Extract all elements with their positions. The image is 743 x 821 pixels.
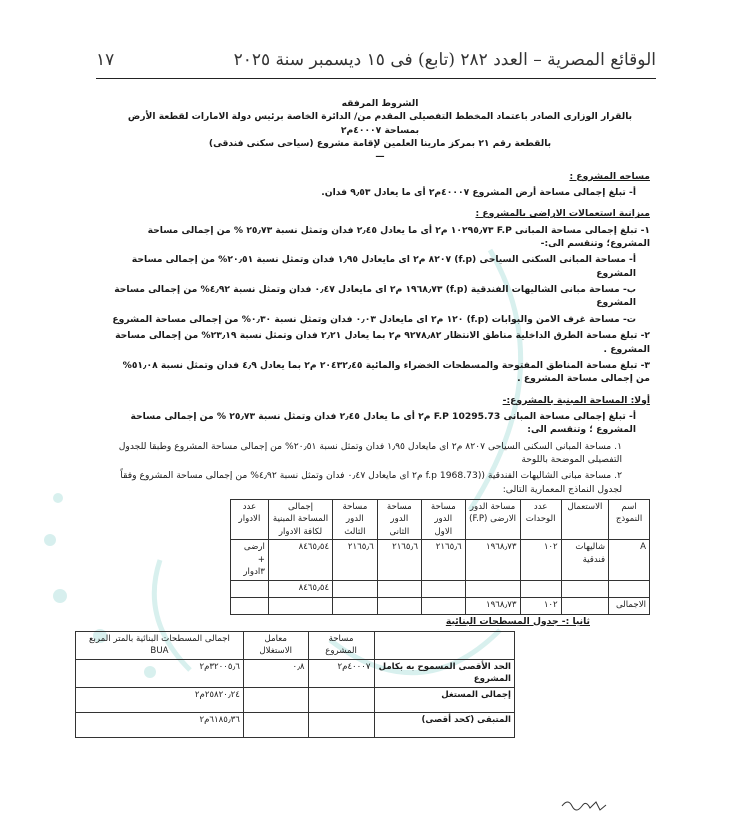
table-cell <box>308 712 374 737</box>
table-row <box>76 712 515 737</box>
table-cell: ٨٤٦٥٫٥٤ <box>268 580 332 597</box>
section-built-area-heading: أولا: المساحة المبنية بالمشروع:- <box>502 394 650 406</box>
built-area-item-a: أ- تبلغ إجمالى مساحة المبانى F.P 10295.73 م٢ أى ما يعادل ٢٫٤٥ فدان وتمثل نسبة ٢٥٫٧٣ % من إجمالى مساحة المشروع ؛ وتنقسم الى: <box>130 410 636 436</box>
table-cell: ٨٤٦٥٫٥٤ <box>268 540 332 580</box>
land-use-item-1c: ت- مساحة غرف الامن والبوابات (f.p) ١٢٠ م٢ اى مايعادل ٠٫٠٣ فدان وتمثل نسبة ٠٫٣٠% من إجمالى مساحة المشروع <box>112 313 636 325</box>
table-header-cell: معامل الاستغلال <box>243 632 308 660</box>
land-use-item-1: ١- تبلغ إجمالى مساحة المبانى F.P ١٠٢٩٥٫٧٣ م٢ أى ما يعادل ٢٫٤٥ فدان وتمثل نسبة ٢٥٫٧٣ % من إجمالى مساحة المشروع؛ وتنقسم الى:- <box>147 224 650 250</box>
table-header-cell: مساحة الدور الثانى <box>377 499 421 539</box>
table-header-row <box>231 499 650 539</box>
table-cell: ١٠٢ <box>520 597 561 614</box>
table-cell: ٢١٦٥٫٦ <box>421 540 465 580</box>
land-use-item-3: ٣- تبلغ مساحة المناطق المفتوحة والمسطحات الخضراء والمائية ٢٠٤٣٢٫٤٥ م٢ بما يعادل ٤٫٩ فدان وتمثل نسبة ٥١٫٠٨% من إجمالى مساحة المشروع . <box>122 359 650 385</box>
table-cell: ٢١٦٥٫٦ <box>333 540 378 580</box>
annex-title: الشروط المرفقه <box>341 98 419 109</box>
table-row <box>231 580 650 597</box>
table-cell: ارضى + ٣ادوار <box>231 540 269 580</box>
section-project-area-heading: مساحه المشروع : <box>569 170 650 182</box>
built-area-item-1: ١. مساحة المبانى السكنى السياحى ٨٢٠٧ م٢ اى مايعادل ١٫٩٥ فدان وتمثل نسبة ٢٠٫٥١% من إجمالى مساحة المشروع وطبقا للجدول التفصيلى الموضحة باللوحة <box>118 440 622 465</box>
section-land-use-heading: ميزانية استعمالات الاراضى بالمشروع : <box>475 208 650 220</box>
table-header-cell: مساحة الدور الارضى (F.P) <box>465 499 520 539</box>
page-header <box>96 48 656 79</box>
table-header-cell: إجمالى المساحة المبنية لكافة الادوار <box>268 499 332 539</box>
separator-dash: — <box>375 151 385 163</box>
table-header-cell: الاستعمال <box>561 499 608 539</box>
table-header-row <box>76 632 515 660</box>
table-header-cell: عدد الوحدات <box>520 499 561 539</box>
table-cell <box>268 597 332 614</box>
decree-line-2: بالقطعة رقم ٢١ بمركز مارينا العلمين لإقامة مشروع (سياحى سكنى فندقى) <box>208 138 552 150</box>
table-row <box>76 687 515 712</box>
signature-scribble <box>560 796 610 812</box>
table-cell: المتبقى (كحد أقصى) <box>374 712 514 737</box>
table-cell: إجمالى المستغل <box>374 687 514 712</box>
table-cell <box>465 580 520 597</box>
table-cell <box>377 580 421 597</box>
architectural-models-table <box>230 499 650 615</box>
table-header-cell: عدد الادوار <box>231 499 269 539</box>
table-cell: شاليهات فندقية <box>561 540 608 580</box>
built-up-area-table <box>75 631 515 738</box>
table-header-cell: مساحة الدور الاول <box>421 499 465 539</box>
table-cell: ١٩٦٨٫٧٣ <box>465 540 520 580</box>
table-cell: ٢١٦٥٫٦ <box>377 540 421 580</box>
table-cell <box>609 580 650 597</box>
table-cell <box>561 597 608 614</box>
document-body <box>88 97 650 738</box>
table-cell <box>421 580 465 597</box>
table-row <box>231 540 650 580</box>
table-row <box>76 659 515 687</box>
table-cell <box>520 580 561 597</box>
table-header-cell <box>374 632 514 660</box>
land-use-item-1b: ب- مساحة مبانى الشاليهات الفندقية (f.p) ١٩٦٨٫٧٣ م٢ اى مايعادل ٠٫٤٧ فدان وتمثل نسبة ٤٫٩٢% من إجمالى مساحة المشروع <box>114 284 636 309</box>
table-cell <box>333 597 378 614</box>
table-cell <box>231 597 269 614</box>
land-use-item-1a: أ- مساحة المبانى السكنى السياحى (f.p) ٨٢٠٧ م٢ اى مايعادل ١٫٩٥ فدان وتمثل نسبة ٢٠٫٥١% من إجمالى مساحة المشروع <box>131 254 636 279</box>
land-use-item-2: ٢- تبلغ مساحة الطرق الداخلية مناطق الانتظار ٩٢٧٨٫٨٢ م٢ بما يعادل ٢٫٢١ فدان وتمثل نسبة ٢٣٫١٩% من إجمالى مساحة المشروع . <box>115 330 650 355</box>
table-cell: ٣٢٠٠٥٫٦م٢ <box>76 659 244 687</box>
table-cell <box>421 597 465 614</box>
section-bua-heading: ثانيا :- جدول المسطحات البنائية <box>445 615 590 627</box>
table-cell: ٦١٨٥٫٣٦م٢ <box>76 712 244 737</box>
table-cell <box>377 597 421 614</box>
table-total-row <box>231 597 650 614</box>
built-area-item-2: ٢. مساحة مبانى الشاليهات الفندقية ((1968.73 f.p م٢ اى مايعادل ٠٫٤٧ فدان وتمثل نسبة ٤٫٩٢% من إجمالى مساحة المشروع وفقاً لجدول النماذج المعمارية التالى: <box>120 470 622 495</box>
table-cell <box>308 687 374 712</box>
table-cell: الاجمالى <box>609 597 650 614</box>
table-cell <box>231 580 269 597</box>
table-cell: الحد الأقصى المسموح به بكامل المشروع <box>374 659 514 687</box>
page-number: ١٧ <box>96 50 115 70</box>
table-cell: ٠٫٨ <box>243 659 308 687</box>
table-cell <box>243 712 308 737</box>
table-header-cell: مساحة المشروع <box>308 632 374 660</box>
table-cell <box>243 687 308 712</box>
decree-line-1: بالقرار الوزارى الصادر باعتماد المخطط التفصيلى المقدم من/ الدائرة الخاصة برئيس دولة الامارات لقطعة الأرض بمساحة ٤٠٠٠٧م٢ <box>127 111 633 136</box>
table-cell: ١٠٢ <box>520 540 561 580</box>
table-header-cell: مساحة الدور الثالث <box>333 499 378 539</box>
gazette-title: الوقائع المصرية – العدد ٢٨٢ (تابع) فى ١٥ ديسمبر سنة ٢٠٢٥ <box>233 50 656 70</box>
table-header-cell: اسم النموذج <box>609 499 650 539</box>
project-area-item: أ- تبلغ إجمالى مساحة أرض المشروع ٤٠٠٠٧م٢ أى ما يعادل ٩٫٥٣ فدان. <box>321 187 636 199</box>
table-cell <box>561 580 608 597</box>
table-header-cell: اجمالى المسطحات البنائية بالمتر المربع BUA <box>76 632 244 660</box>
table-cell: ١٩٦٨٫٧٣ <box>465 597 520 614</box>
table-cell: A <box>609 540 650 580</box>
table-cell: ٢٥٨٢٠٫٢٤م٢ <box>76 687 244 712</box>
table-cell <box>333 580 378 597</box>
table-cell: ٤٠٠٠٧م٢ <box>308 659 374 687</box>
